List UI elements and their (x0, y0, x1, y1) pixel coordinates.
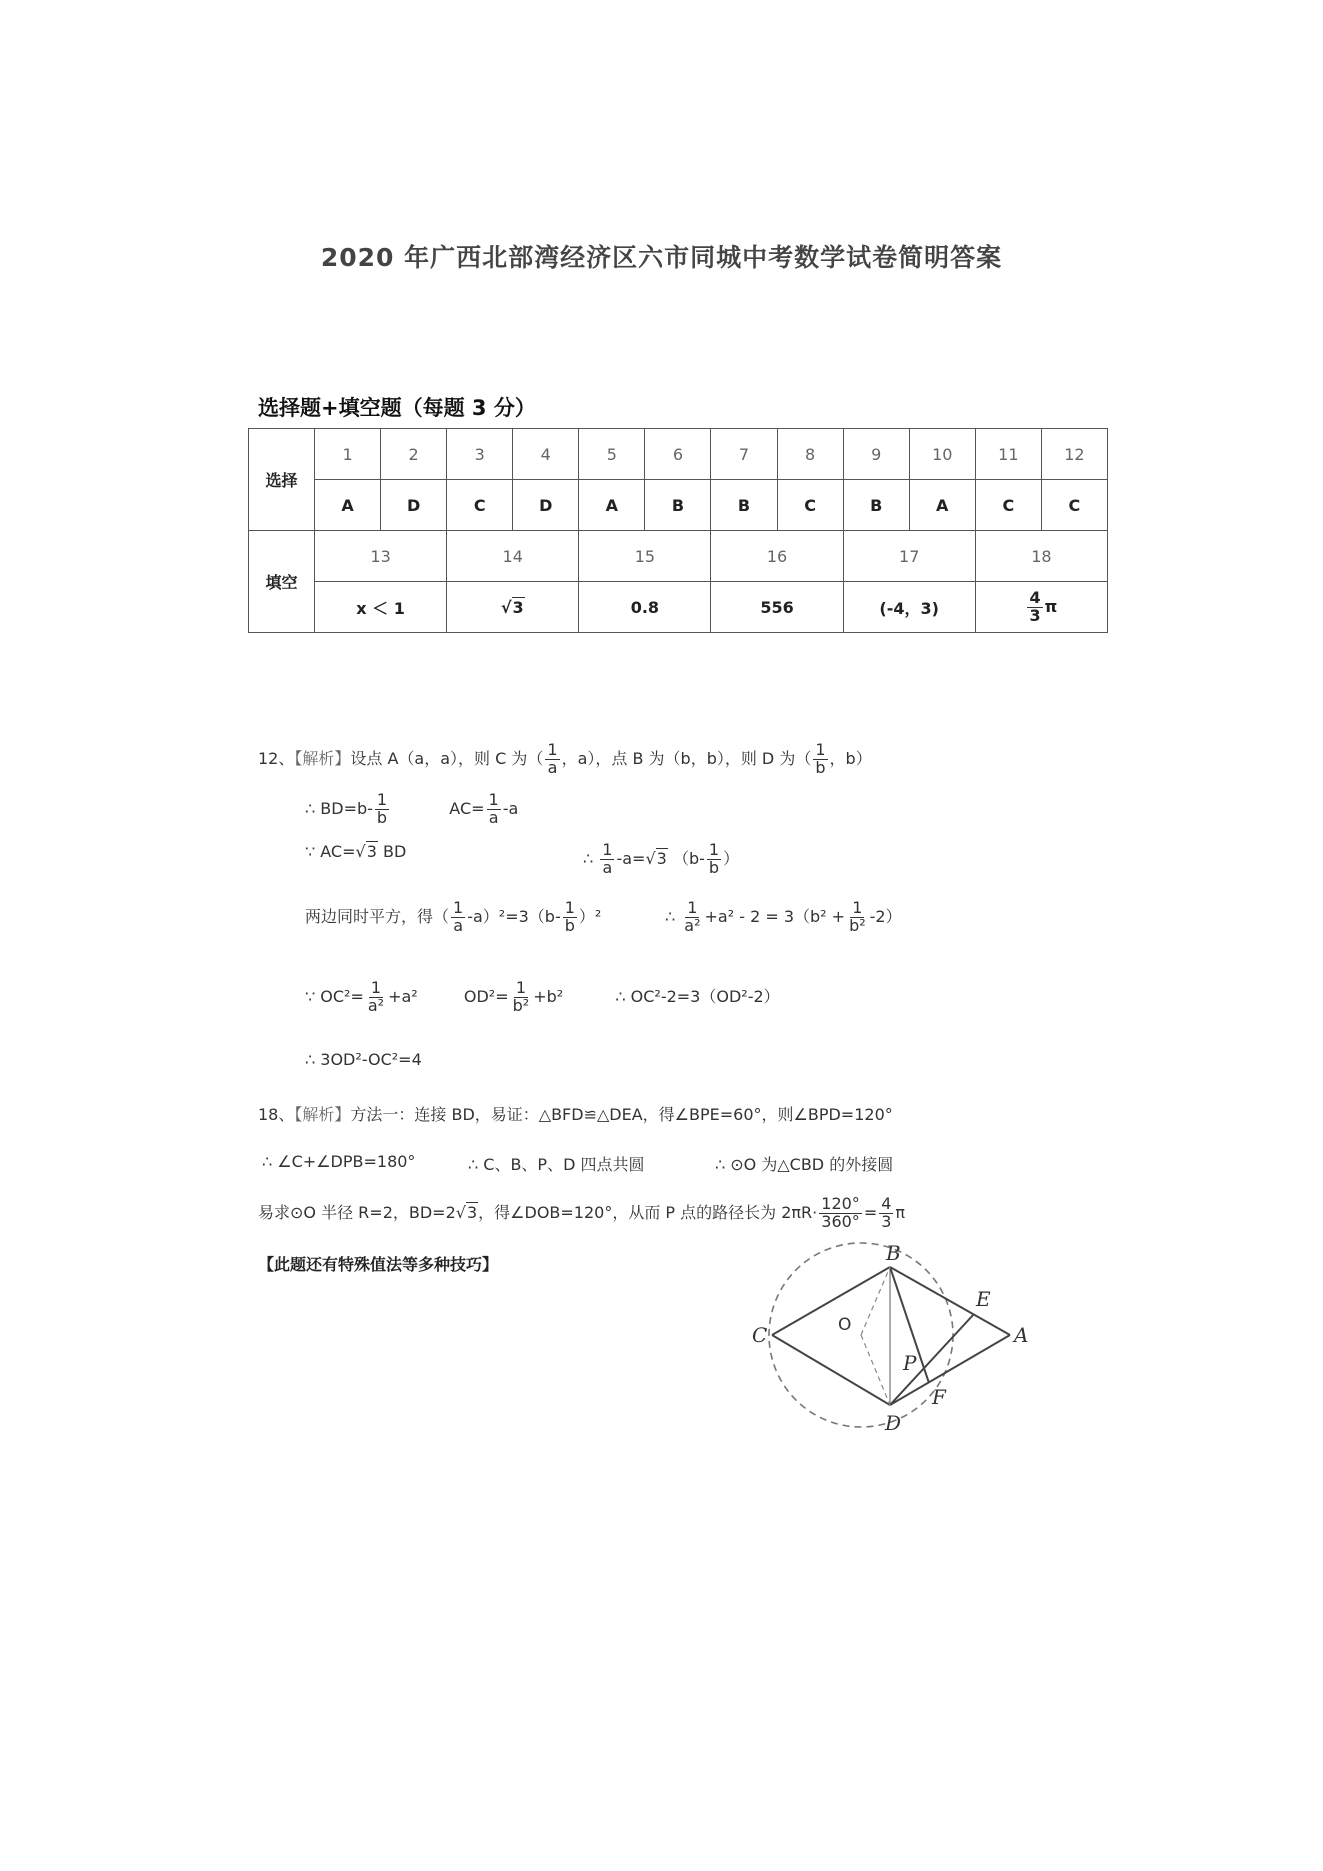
text: ∵ OC²= (305, 986, 364, 1006)
sol18-line1 (258, 1102, 893, 1125)
choice-answer: B (843, 480, 909, 531)
text: +b² (533, 986, 564, 1006)
choice-row-label: 选择 (249, 429, 315, 531)
frac-den: b² (512, 995, 530, 1015)
fill-number: 16 (711, 531, 843, 582)
label-p: P (903, 1351, 917, 1375)
section-heading: 选择题+填空题（每题 3 分） (258, 396, 536, 420)
frac-den: a (547, 757, 558, 777)
fraction (563, 900, 577, 935)
sol18-line2a: ∴ ∠C+∠DPB=180° (262, 1152, 416, 1171)
fraction (813, 742, 827, 777)
choice-answer: C (1041, 480, 1107, 531)
text: ）² (578, 906, 602, 926)
fill-answer-13: x ＜ 1 (315, 582, 447, 633)
text: 方法一：连接 BD，易证：△BFD≌△DEA，得∠BPE=60°，则∠BPD=120° (350, 1105, 893, 1124)
text: -a= (616, 848, 646, 868)
fraction (707, 842, 721, 877)
fraction (847, 900, 868, 935)
fill-number: 14 (447, 531, 579, 582)
fill-number: 18 (975, 531, 1107, 582)
choice-number: 8 (777, 429, 843, 480)
pi-symbol: π (1044, 596, 1058, 616)
segment-ba (890, 1267, 1010, 1335)
text: -a）²=3（b- (467, 906, 561, 926)
choice-answer: C (975, 480, 1041, 531)
text: 设点 A（a，a），则 C 为（ (350, 748, 544, 768)
sol12-line4b (665, 900, 902, 935)
fraction (682, 900, 702, 935)
choice-answer: D (381, 480, 447, 531)
frac-num: 120° (821, 1194, 860, 1213)
label-d: D (885, 1411, 902, 1435)
text: ∴ (665, 906, 676, 926)
frac-num: 1 (488, 790, 499, 809)
frac-num: 1 (815, 740, 826, 759)
geometry-figure (740, 1240, 1040, 1440)
frac-den: b (815, 757, 826, 777)
sol18-prefix: 18、 (258, 1105, 295, 1124)
text: +a² (388, 986, 418, 1006)
frac-num: 1 (564, 898, 575, 917)
sol12-prefix: 12、 (258, 748, 295, 768)
frac-den: 3 (1029, 605, 1041, 625)
fill-answer-15: 0.8 (579, 582, 711, 633)
segment-od (861, 1335, 890, 1405)
frac-num: 1 (687, 898, 698, 917)
choice-number: 9 (843, 429, 909, 480)
choice-answer: A (579, 480, 645, 531)
choice-number: 12 (1041, 429, 1107, 480)
fill-row-label: 填空 (249, 531, 315, 633)
fraction (819, 1196, 862, 1231)
text: π (895, 1202, 906, 1222)
choice-answer: B (645, 480, 711, 531)
choice-answer: A (909, 480, 975, 531)
fill-number: 13 (315, 531, 447, 582)
fraction (451, 900, 465, 935)
frac-num: 1 (852, 898, 863, 917)
frac-num: 1 (515, 978, 526, 997)
text: = (863, 1202, 878, 1222)
choice-number: 3 (447, 429, 513, 480)
text: AC= (449, 798, 485, 818)
frac-num: 1 (602, 840, 613, 859)
sol12-line6: ∴ 3OD²-OC²=4 (305, 1050, 422, 1069)
sol12-tag: 【解析】 (294, 748, 351, 768)
text: ∵ AC= (305, 842, 356, 861)
text: ∴ (583, 848, 594, 868)
choice-answer: D (513, 480, 579, 531)
text: ∴ BD=b- (305, 798, 373, 818)
frac-den: a (488, 807, 499, 827)
sol12-line3b: ∴ $\frac{1}{a}$ -a=√3 （b- $\frac{1}{b}$ ） (583, 840, 740, 877)
fraction (1027, 587, 1042, 625)
frac-num: 4 (1029, 587, 1041, 607)
fill-answer-18 (975, 582, 1107, 633)
fill-answer-17: (-4，3) (843, 582, 975, 633)
choice-number: 10 (909, 429, 975, 480)
label-f: F (932, 1385, 946, 1409)
frac-den: b (708, 857, 720, 877)
fraction (487, 792, 501, 827)
choice-number: 6 (645, 429, 711, 480)
frac-den: 360° (821, 1211, 860, 1231)
sol12-line4 (305, 900, 601, 935)
fraction (511, 980, 532, 1015)
label-e: E (976, 1287, 991, 1311)
frac-den: a (453, 915, 464, 935)
label-o: O (838, 1315, 852, 1335)
answer-table (248, 428, 1108, 633)
choice-answer: C (777, 480, 843, 531)
text: -a (502, 798, 519, 818)
frac-den: b (376, 807, 388, 827)
fill-number: 17 (843, 531, 975, 582)
frac-num: 1 (547, 740, 558, 759)
label-b: B (886, 1241, 901, 1265)
frac-num: 1 (370, 978, 382, 997)
sqrt-radicand: 3 (512, 597, 524, 617)
text: ，得∠DOB=120°，从而 P 点的路径长为 2πR· (478, 1202, 818, 1222)
frac-den: b (564, 915, 575, 935)
frac-den: a² (684, 915, 701, 935)
text: 易求⊙O 半径 R=2，BD=2 (258, 1202, 456, 1222)
choice-answer: A (315, 480, 381, 531)
page-title: 2020 年广西北部湾经济区六市同城中考数学试卷简明答案 (320, 243, 1003, 272)
text: ∴ OC²-2=3（OD²-2） (615, 986, 780, 1006)
fraction (375, 792, 389, 827)
frac-num: 4 (881, 1194, 892, 1213)
label-a: A (1014, 1323, 1029, 1347)
frac-den: a (602, 857, 613, 877)
sol18-tag: 【解析】 (294, 1105, 351, 1124)
text: ，b） (829, 748, 872, 768)
frac-den: a² (367, 995, 385, 1015)
fraction (366, 980, 386, 1015)
sol12-line5 (305, 980, 780, 1015)
text: -2） (869, 906, 902, 926)
sol18-line2b: ∴ C、B、P、D 四点共圆 (468, 1155, 645, 1174)
choice-answer: B (711, 480, 777, 531)
technique-note: 【此题还有特殊值法等多种技巧】 (258, 1255, 499, 1274)
choice-number: 7 (711, 429, 777, 480)
segment-ob (861, 1267, 890, 1335)
sol18-line3: 易求⊙O 半径 R=2，BD=2√3，得∠DOB=120°，从而 P 点的路径长为 2πR· $\frac{120^\circ}{360^\circ}$ = $\frac{4}{3}$ π (258, 1194, 906, 1231)
text: （b- (672, 848, 705, 868)
frac-num: 1 (708, 840, 720, 859)
frac-den: b² (849, 915, 866, 935)
sol12-line2 (305, 792, 518, 827)
frac-num: 1 (376, 790, 388, 809)
sol12-line1 (258, 742, 872, 777)
text: BD (383, 842, 407, 861)
text: ） (723, 848, 740, 868)
sqrt-radicand: 3 (466, 1202, 478, 1222)
fill-answer-16: 556 (711, 582, 843, 633)
sol12-line3: ∵ AC=√3 BD (305, 842, 407, 861)
fraction (545, 742, 559, 777)
sol18-line2c: ∴ ⊙O 为△CBD 的外接圆 (715, 1155, 894, 1174)
text: OD²= (463, 986, 509, 1006)
label-c: C (752, 1323, 768, 1347)
choice-answer: C (447, 480, 513, 531)
text: 两边同时平方，得（ (305, 906, 450, 926)
fill-number: 15 (579, 531, 711, 582)
text: +a² - 2 = 3（b² + (704, 906, 846, 926)
frac-num: 1 (453, 898, 464, 917)
choice-number: 1 (315, 429, 381, 480)
choice-number: 4 (513, 429, 579, 480)
fill-answer-14: √3 (447, 582, 579, 633)
sqrt-radicand: 3 (366, 842, 377, 861)
text: ，a），点 B 为（b，b），则 D 为（ (561, 748, 812, 768)
sqrt-radicand: 3 (656, 848, 667, 868)
segment-cd (772, 1335, 890, 1405)
fraction (600, 842, 614, 877)
choice-number: 11 (975, 429, 1041, 480)
choice-number: 5 (579, 429, 645, 480)
fraction (879, 1196, 893, 1231)
choice-number: 2 (381, 429, 447, 480)
frac-den: 3 (881, 1211, 892, 1231)
